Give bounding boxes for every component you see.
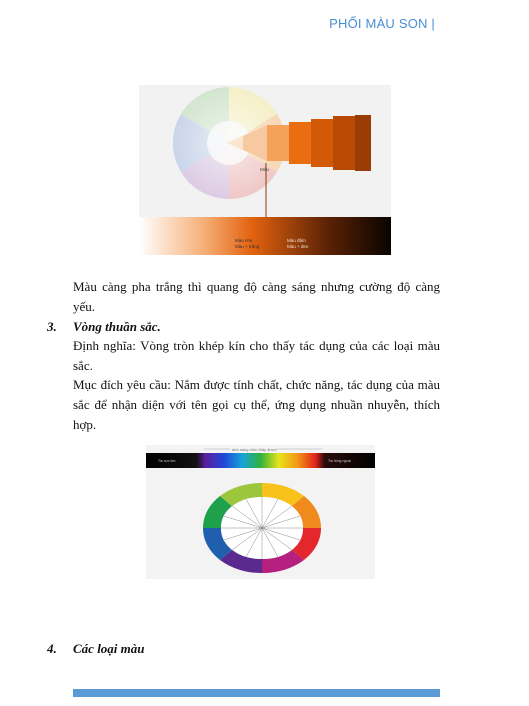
footer-bar xyxy=(73,689,440,697)
section-4-number: 4. xyxy=(47,641,57,656)
paragraph-tint: Màu càng pha trắng thì quang độ càng sáng nhưng cường độ càng yếu. xyxy=(73,279,440,314)
infrared-label: Tia hồng ngoại xyxy=(328,459,352,463)
color-wheel-figure xyxy=(146,445,375,579)
visible-light-label: ánh sáng nhìn thấy được xyxy=(232,447,277,452)
section-3-purpose: Mục đích yêu cầu: Nắm được tính chất, chức năng, tác dụng của màu sắc để nhận diện với tên gọi cụ thể, ứng dụng nhuần nhuyễn, thích hợp. xyxy=(73,377,440,432)
wheel-label: Màu xyxy=(260,167,269,172)
section-3-definition: Định nghĩa: Vòng tròn khép kín cho thấy tác dụng của các loại màu sắc. xyxy=(73,338,440,373)
label-color-plus-black: Màu + đen xyxy=(287,244,309,249)
label-dark-color: Màu đậm xyxy=(287,238,306,243)
tint-shade-figure xyxy=(139,85,391,255)
hue-color-wheel xyxy=(203,483,321,573)
section-3-title: Vòng thuần sắc. xyxy=(73,319,161,334)
ultraviolet-label: Tia cực tím xyxy=(158,459,176,463)
page-header-title: PHỐI MÀU SON | xyxy=(329,16,435,31)
section-3-number: 3. xyxy=(47,319,57,334)
label-color-plus-white: Màu + trắng xyxy=(235,244,260,249)
tint-shade-band xyxy=(139,217,391,255)
label-light-color: Màu nhẹ xyxy=(235,238,253,243)
section-4-title: Các loại màu xyxy=(73,641,145,656)
